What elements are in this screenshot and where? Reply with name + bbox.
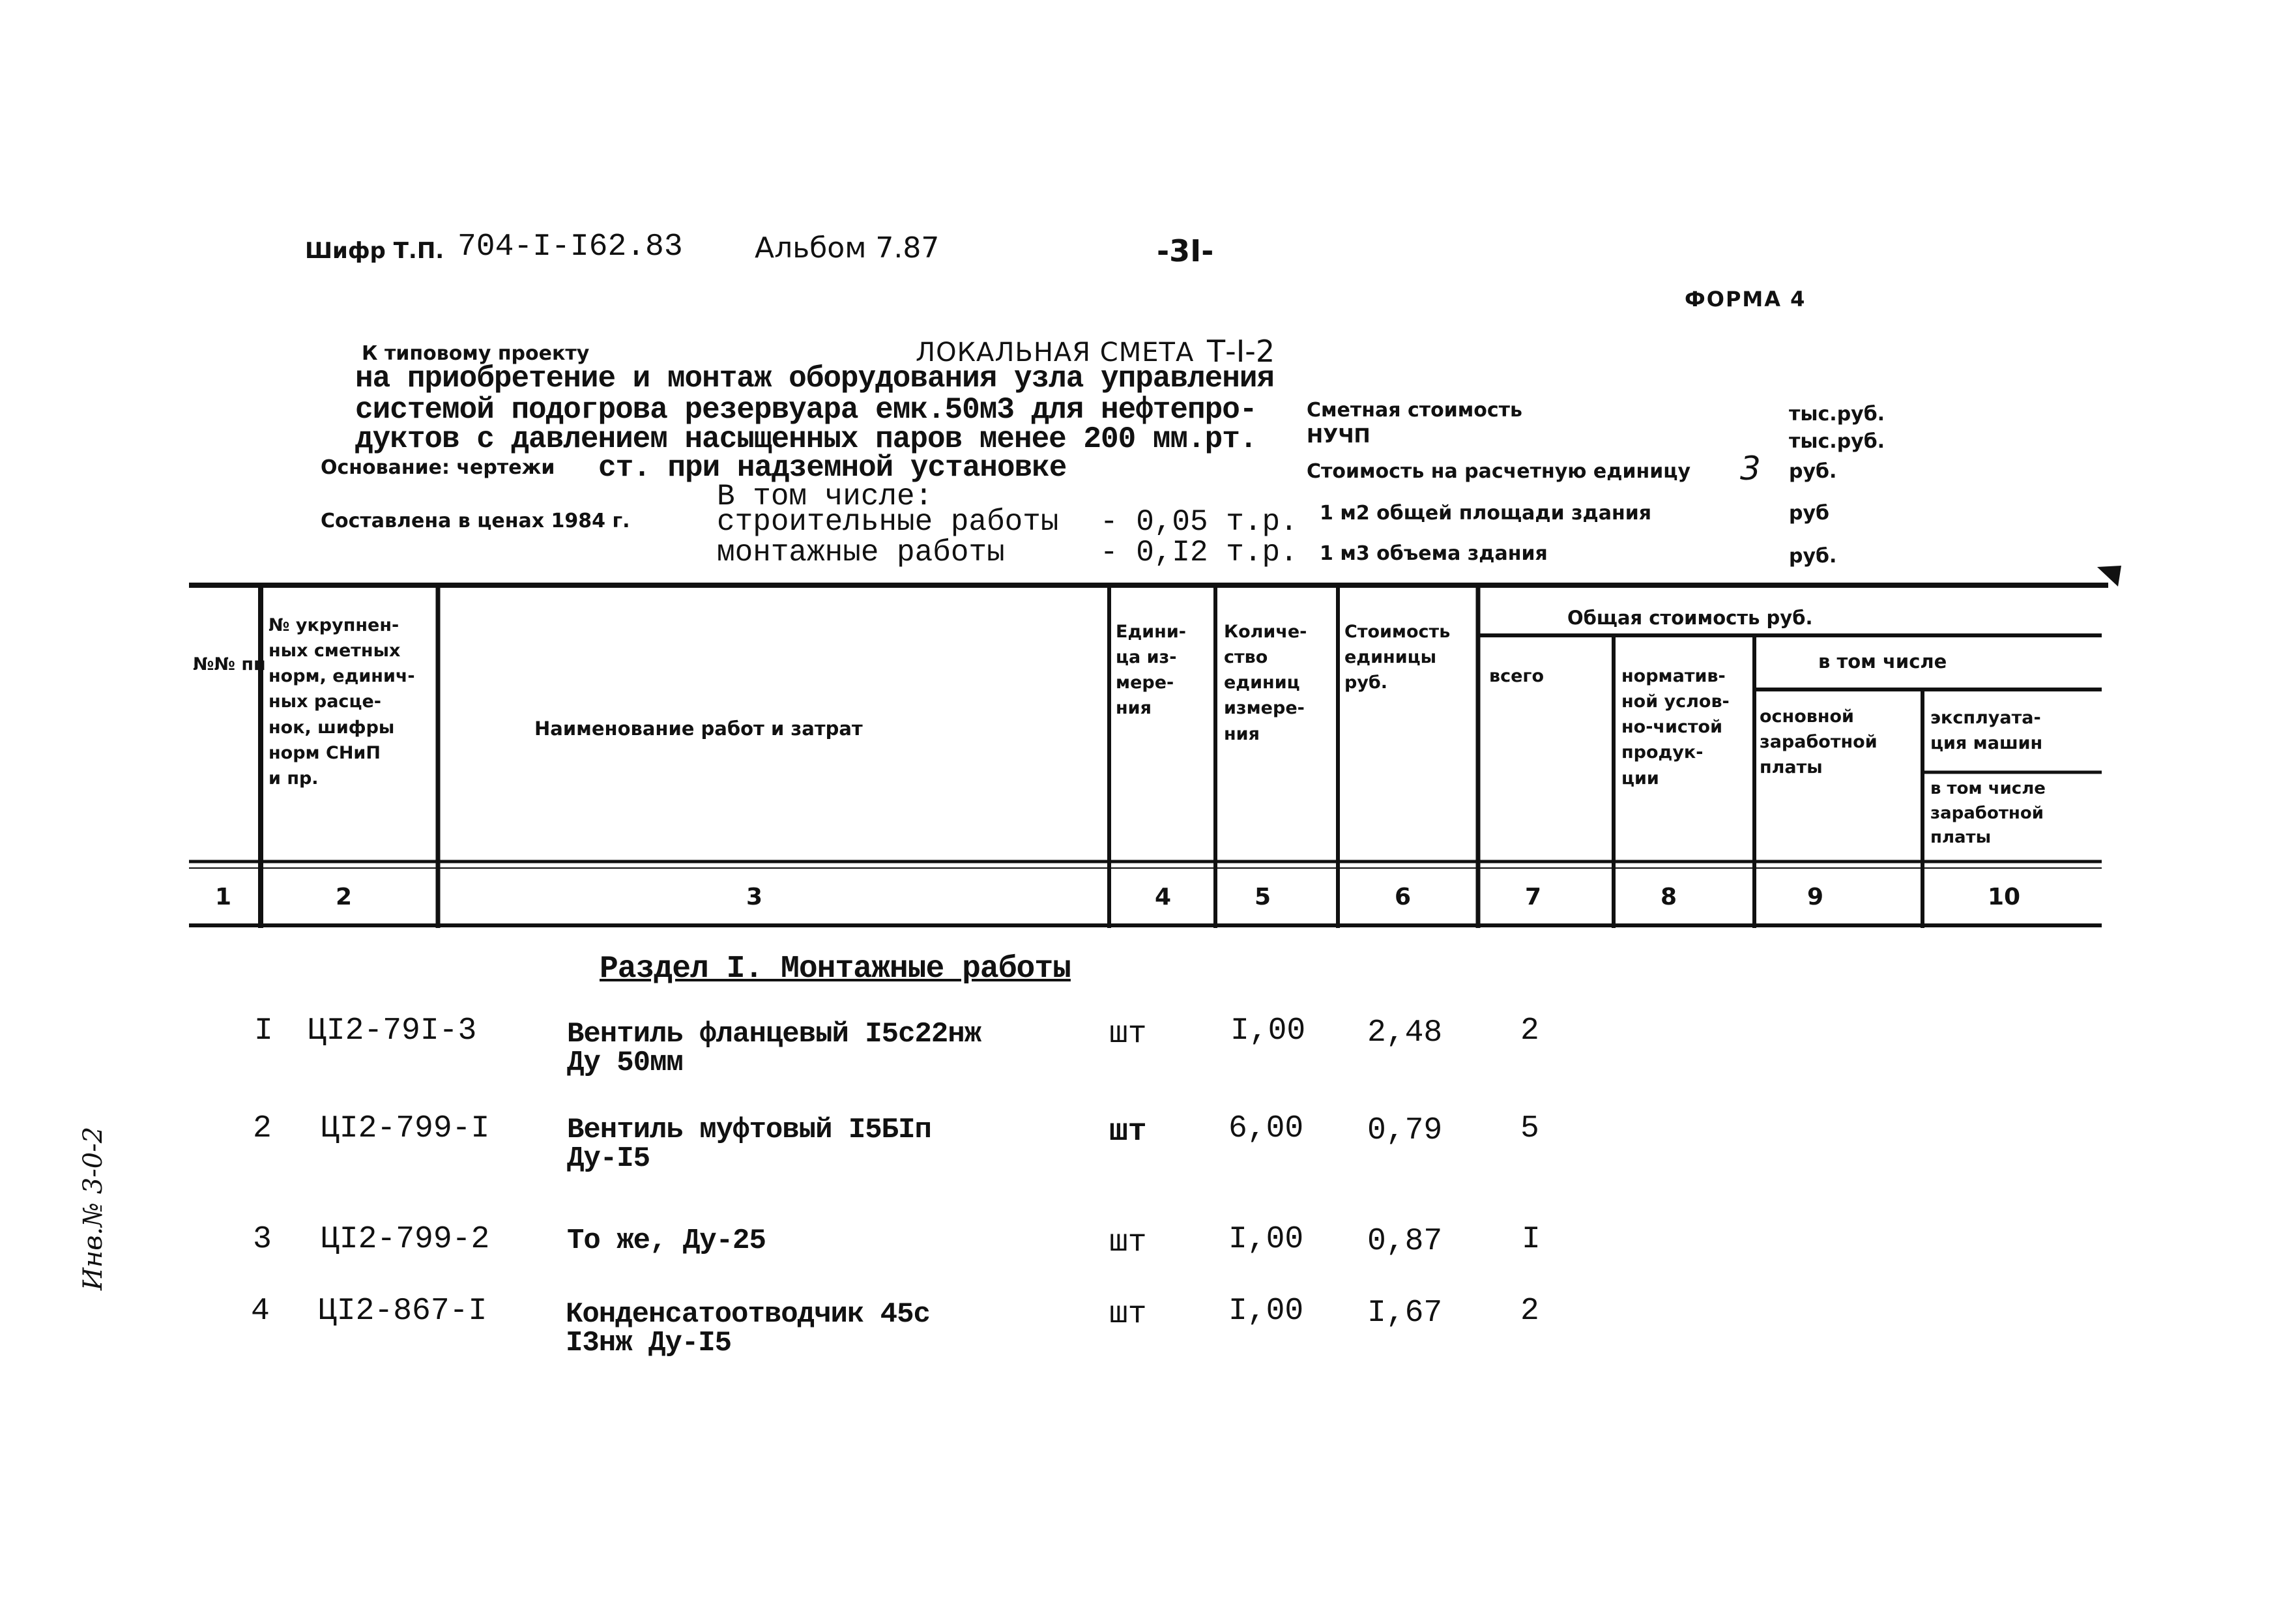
header-line: и пр.: [268, 768, 319, 789]
row-name-line: Конденсатоотводчик 45с: [566, 1298, 930, 1331]
project-code: 704-I-I62.83: [457, 229, 683, 265]
column-number: 8: [1661, 884, 1677, 910]
cost-label: строительные работы: [717, 505, 1059, 539]
unit-cost-value: 3: [1740, 450, 1761, 487]
row-total: 2: [1520, 1013, 1539, 1049]
row-name-line: То же, Ду-25: [567, 1225, 766, 1257]
header-col-5: [1224, 619, 1307, 747]
row-unit: шт: [1109, 1297, 1147, 1332]
header-col-4: [1116, 619, 1186, 721]
row-name-line: Вентиль муфтовый I5БIп: [567, 1114, 931, 1146]
header-col-7: всего: [1489, 666, 1545, 686]
row-price: 0,87: [1367, 1224, 1443, 1259]
row-number: 2: [253, 1111, 272, 1146]
column-number: 4: [1155, 884, 1172, 910]
cipher-label: Шифр Т.П.: [305, 238, 444, 264]
row-qty: 6,00: [1228, 1111, 1304, 1146]
title-line: ст. при надземной установке: [598, 451, 1067, 485]
column-number: 10: [1988, 884, 2021, 910]
header-line: в том числе: [1930, 779, 2046, 798]
row-name-line: Ду 50мм: [567, 1047, 683, 1079]
header-line: платы: [1930, 828, 1992, 848]
row-name: [566, 1300, 930, 1357]
row-number: I: [254, 1013, 273, 1049]
header-line: заработной: [1930, 803, 2044, 823]
row-total: 2: [1520, 1294, 1539, 1329]
row-name: [567, 1020, 981, 1077]
column-number: 3: [746, 884, 763, 910]
column-number: 6: [1395, 884, 1412, 910]
header-col-6: [1344, 619, 1450, 695]
smeta-number: Т-I-2: [1207, 334, 1275, 369]
header-total-group: Общая стоимость руб.: [1567, 607, 1813, 629]
unit-cost-label: Стоимость на расчетную единицу: [1307, 460, 1691, 483]
header-line: единицы: [1344, 647, 1437, 668]
column-number: 2: [336, 884, 353, 910]
column-number: 5: [1255, 884, 1271, 910]
header-line: Стоимость: [1344, 622, 1451, 642]
row-total: I: [1522, 1222, 1541, 1257]
row-code: ЦI2-79I-3: [308, 1013, 477, 1049]
form-label: ФОРМА 4: [1685, 287, 1806, 312]
header-line: Количе-: [1224, 622, 1307, 642]
row-number: 3: [253, 1222, 272, 1257]
header-line: ных расце-: [268, 691, 381, 712]
header-line: норм, единич-: [268, 666, 415, 687]
header-line: ной услов-: [1621, 691, 1730, 712]
header-col-9: [1760, 704, 1878, 780]
header-line: № укрупнен-: [268, 615, 399, 635]
column-number: 1: [215, 884, 232, 910]
header-line: эксплуата-: [1930, 708, 2041, 728]
row-total: 5: [1520, 1111, 1539, 1146]
cost-label: монтажные работы: [717, 536, 1005, 570]
unit-label: тыс.руб.: [1789, 403, 1885, 426]
volume-cost-label: 1 м3 объема здания: [1320, 542, 1548, 565]
header-line: ции: [1621, 768, 1659, 789]
header-line: ство: [1224, 647, 1268, 668]
header-line: нок, шифры: [268, 717, 395, 738]
row-name-line: Вентиль фланцевый I5с22нж: [567, 1018, 981, 1051]
cost-value: - 0,05 т.р.: [1100, 505, 1298, 539]
including-label: В том числе:: [717, 480, 933, 514]
row-unit: шт: [1109, 1225, 1147, 1260]
row-code: ЦI2-867-I: [318, 1294, 487, 1329]
header-col-2: [268, 613, 435, 791]
cost-value: - 0,I2 т.р.: [1100, 536, 1298, 570]
column-number: 7: [1525, 884, 1542, 910]
row-code: ЦI2-799-2: [321, 1222, 490, 1257]
page-number: -3I-: [1157, 233, 1214, 268]
header-line: единиц: [1224, 673, 1300, 693]
header-line: ция машин: [1930, 733, 2043, 754]
to-project-label: К типовому проекту: [362, 342, 590, 365]
row-price: 2,48: [1367, 1015, 1443, 1051]
unit-label: руб.: [1789, 545, 1837, 568]
prices-label: Составлена в ценах 1984 г.: [321, 510, 630, 532]
header-col-1: №№ пп: [193, 654, 266, 674]
title-line: системой подогрова резервуара емк.50м3 для нефтепро-: [355, 393, 1257, 427]
row-qty: I,00: [1228, 1222, 1304, 1257]
unit-label: тыс.руб.: [1789, 430, 1885, 453]
header-line: руб.: [1344, 673, 1388, 693]
row-price: 0,79: [1367, 1113, 1443, 1148]
row-price: I,67: [1367, 1296, 1443, 1331]
estimate-cost-label: Сметная стоимость: [1307, 399, 1523, 422]
row-name: [567, 1116, 931, 1173]
column-number: 9: [1807, 884, 1824, 910]
header-line: но-чистой: [1621, 717, 1722, 738]
header-line: измере-: [1224, 698, 1305, 719]
unit-label: руб.: [1789, 460, 1837, 483]
header-line: ния: [1116, 698, 1152, 719]
header-line: норм СНиП: [268, 742, 381, 763]
header-col-10: [1930, 705, 2042, 756]
nuchp-label: НУЧП: [1307, 425, 1371, 448]
album-label: Альбом 7.87: [755, 231, 940, 265]
header-line: ца из-: [1116, 647, 1177, 668]
header-col-8: [1621, 663, 1730, 791]
unit-label: руб: [1789, 502, 1829, 525]
header-col-10-sub: [1930, 777, 2046, 850]
header-incl-group: в том числе: [1818, 650, 1947, 673]
header-line: основной: [1760, 706, 1854, 727]
header-line: ния: [1224, 723, 1260, 744]
title-line: дуктов с давлением насыщенных паров менее 200 мм.рт.: [355, 422, 1257, 456]
row-name-line: Ду-I5: [567, 1142, 650, 1175]
header-line: продук-: [1621, 742, 1704, 763]
row-qty: I,00: [1228, 1294, 1304, 1329]
basis-label: Основание: чертежи: [321, 456, 555, 479]
margin-stamp: Инв.№ 3-0-2: [78, 1126, 108, 1290]
row-number: 4: [251, 1294, 270, 1329]
header-line: норматив-: [1621, 666, 1726, 686]
title-line: на приобретение и монтаж оборудования узла управления: [355, 362, 1275, 396]
header-line: заработной: [1760, 732, 1878, 753]
area-cost-label: 1 м2 общей площади здания: [1320, 502, 1652, 525]
row-name-line: I3нж Ду-I5: [566, 1327, 732, 1359]
header-line: мере-: [1116, 673, 1174, 693]
row-name: [567, 1226, 766, 1255]
row-qty: I,00: [1230, 1013, 1306, 1049]
header-line: платы: [1760, 757, 1823, 778]
header-line: ных сметных: [268, 641, 401, 661]
header-line: Едини-: [1116, 622, 1186, 642]
row-unit: шт: [1109, 1114, 1147, 1150]
row-code: ЦI2-799-I: [321, 1111, 490, 1146]
header-col-3: Наименование работ и затрат: [534, 718, 863, 740]
row-unit: шт: [1109, 1017, 1147, 1052]
section-heading: Раздел I. Монтажные работы: [600, 951, 1071, 987]
smeta-title: ЛОКАЛЬНАЯ СМЕТА: [916, 338, 1195, 368]
